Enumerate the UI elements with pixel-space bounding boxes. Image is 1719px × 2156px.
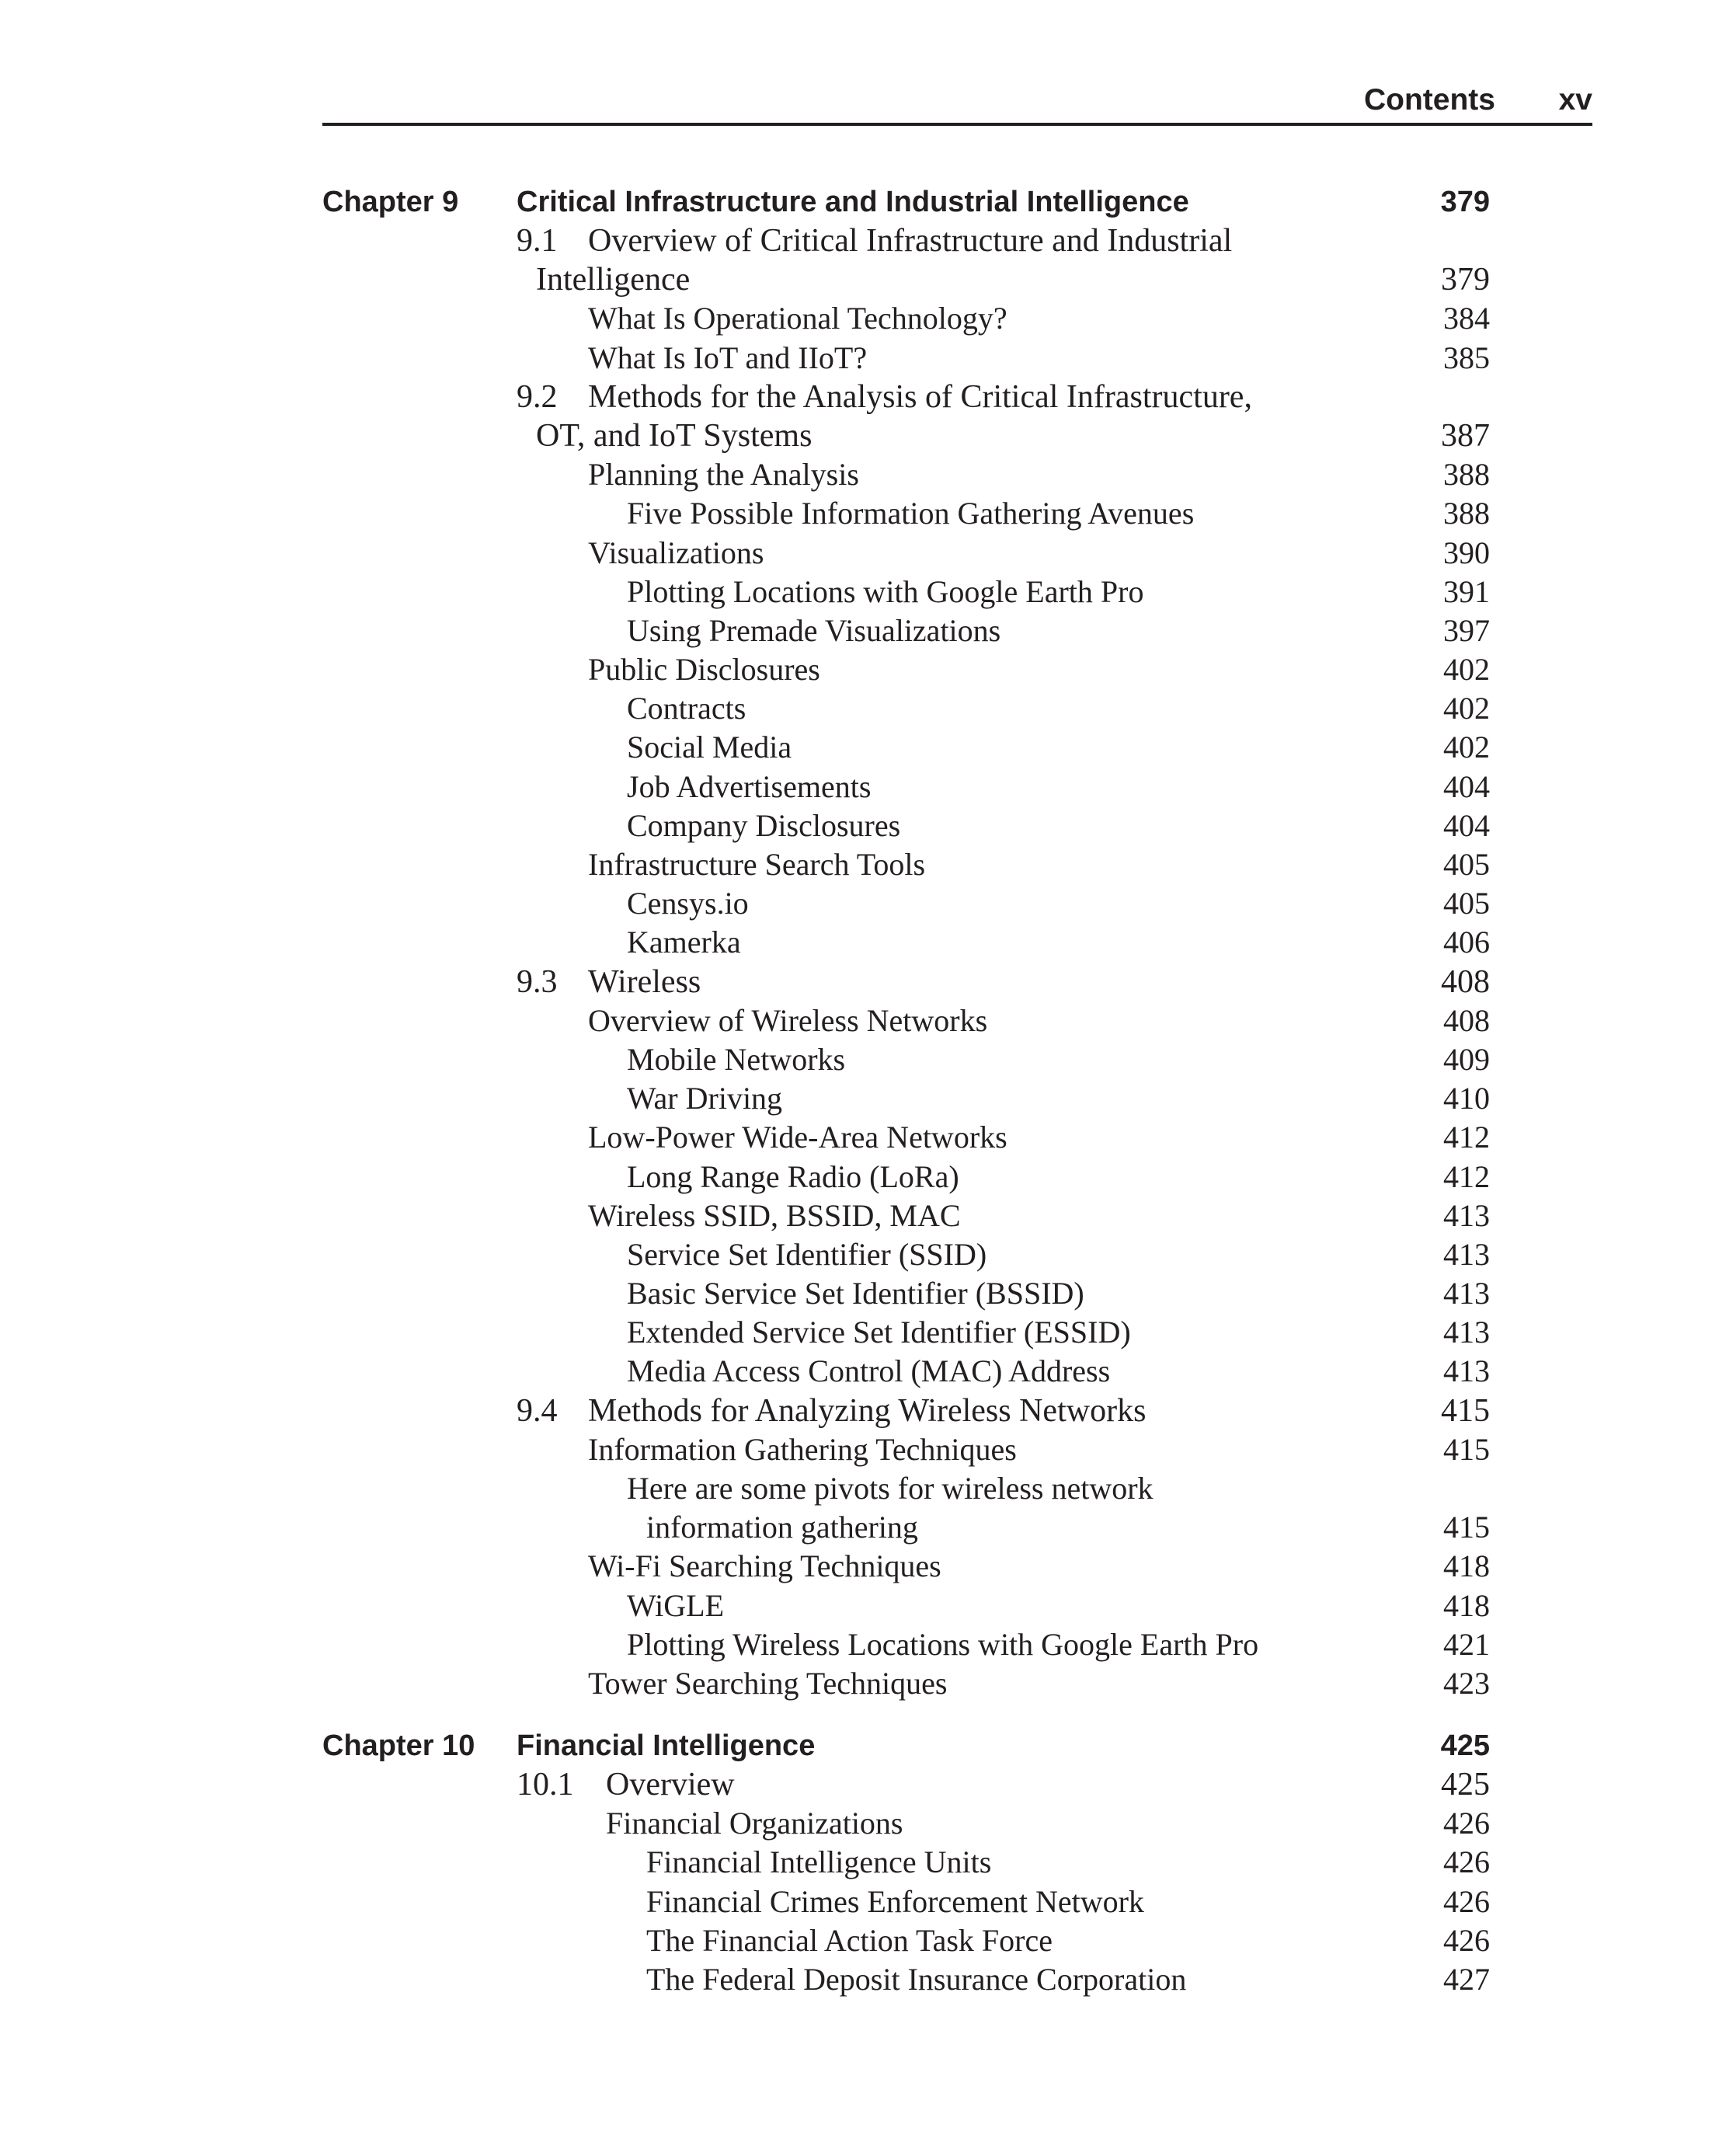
toc-entry-section[interactable] xyxy=(0,1765,1719,1804)
entry-title: Contracts xyxy=(627,691,746,726)
entry-page: 415 xyxy=(1443,1510,1490,1545)
entry-page: 388 xyxy=(1443,457,1490,493)
toc-entry-subsubsection-cont[interactable] xyxy=(0,1508,1719,1547)
entry-page: 390 xyxy=(1443,535,1490,570)
toc-entry-section[interactable] xyxy=(0,1391,1719,1430)
section-number: 9.4 xyxy=(517,1392,558,1429)
toc-entry-subsubsection[interactable] xyxy=(0,1158,1719,1196)
toc-entry-subsubsection[interactable] xyxy=(0,884,1719,923)
toc-entry-subsection[interactable] xyxy=(0,455,1719,494)
toc-entry-subsection[interactable] xyxy=(0,1664,1719,1703)
entry-title: Financial Crimes Enforcement Network xyxy=(646,1883,1144,1919)
entry-page: 418 xyxy=(1443,1548,1490,1584)
toc-entry-subsection[interactable] xyxy=(0,339,1719,378)
entry-title: Extended Service Set Identifier (ESSID) xyxy=(627,1315,1131,1350)
entry-title: Low-Power Wide-Area Networks xyxy=(588,1120,1007,1155)
toc-entry-subsubsection[interactable] xyxy=(0,1883,1719,1921)
section-number: 9.1 xyxy=(517,223,558,259)
entry-title: Here are some pivots for wireless network xyxy=(627,1471,1154,1506)
toc-entry-subsection[interactable] xyxy=(0,1118,1719,1157)
toc-entry-subsubsection[interactable] xyxy=(0,1469,1719,1508)
entry-title: Wi-Fi Searching Techniques xyxy=(588,1548,941,1584)
entry-page: 397 xyxy=(1443,612,1490,648)
entry-title: Censys.io xyxy=(627,886,749,921)
toc-entry-subsubsection[interactable] xyxy=(0,573,1719,611)
toc-entry-section[interactable] xyxy=(0,221,1719,260)
section-number: 10.1 xyxy=(517,1767,574,1802)
toc-entry-subsubsection[interactable] xyxy=(0,611,1719,650)
entry-page: 413 xyxy=(1443,1276,1490,1311)
chapter-label: Chapter 9 xyxy=(322,186,459,218)
entry-page: 413 xyxy=(1443,1236,1490,1272)
toc-entry-subsubsection[interactable] xyxy=(0,923,1719,962)
entry-title: Long Range Radio (LoRa) xyxy=(627,1158,959,1194)
entry-page: 408 xyxy=(1441,963,1490,1000)
entry-title: Infrastructure Search Tools xyxy=(588,847,926,882)
entry-page: 413 xyxy=(1443,1353,1490,1389)
entry-page: 405 xyxy=(1443,886,1490,921)
toc-entry-subsubsection[interactable] xyxy=(0,1587,1719,1625)
entry-title: Social Media xyxy=(627,730,792,765)
entry-title: Overview of Wireless Networks xyxy=(588,1002,988,1038)
entry-title: Information Gathering Techniques xyxy=(588,1431,1017,1467)
entry-title: Using Premade Visualizations xyxy=(627,612,1001,648)
entry-page: 405 xyxy=(1443,847,1490,882)
entry-page: 426 xyxy=(1443,1883,1490,1919)
toc-entry-subsubsection[interactable] xyxy=(0,689,1719,728)
toc-entry-section-cont[interactable] xyxy=(0,416,1719,455)
page-number: xv xyxy=(1558,83,1592,117)
section-number: 9.3 xyxy=(517,963,558,1000)
toc-entry-section-cont[interactable] xyxy=(0,260,1719,299)
entry-title: WiGLE xyxy=(627,1587,725,1623)
entry-title: The Federal Deposit Insurance Corporation xyxy=(646,1961,1187,1997)
toc-entry-subsubsection[interactable] xyxy=(0,1960,1719,1999)
toc-entry-subsection[interactable] xyxy=(0,299,1719,338)
entry-title: Planning the Analysis xyxy=(588,457,859,493)
toc-entry-subsection[interactable] xyxy=(0,845,1719,884)
entry-page: 402 xyxy=(1443,730,1490,765)
entry-page: 402 xyxy=(1443,652,1490,688)
entry-title: Media Access Control (MAC) Address xyxy=(627,1353,1111,1389)
chapter-page: 425 xyxy=(1440,1729,1490,1762)
toc-entry-subsection[interactable] xyxy=(0,1196,1719,1235)
entry-page: 421 xyxy=(1443,1626,1490,1662)
entry-title: OT, and IoT Systems xyxy=(536,417,813,454)
entry-title: Plotting Wireless Locations with Google Earth Pro xyxy=(627,1626,1259,1662)
entry-page: 404 xyxy=(1443,768,1490,804)
entry-title: Tower Searching Techniques xyxy=(588,1665,948,1701)
entry-page: 385 xyxy=(1443,340,1490,375)
entry-title: Methods for Analyzing Wireless Networks xyxy=(588,1392,1147,1429)
entry-title: Company Disclosures xyxy=(627,807,901,843)
toc-entry-subsubsection[interactable] xyxy=(0,768,1719,806)
toc-entry-section[interactable] xyxy=(0,963,1719,1001)
chapter-10-entries xyxy=(0,1765,1719,1999)
entry-title: Service Set Identifier (SSID) xyxy=(627,1236,987,1272)
entry-page: 413 xyxy=(1443,1315,1490,1350)
entry-page: 426 xyxy=(1443,1844,1490,1880)
running-head xyxy=(322,78,1592,126)
entry-title: Overview of Critical Infrastructure and Industrial xyxy=(588,223,1233,259)
toc-entry-section[interactable] xyxy=(0,378,1719,416)
entry-page: 409 xyxy=(1443,1041,1490,1077)
entry-page: 412 xyxy=(1443,1120,1490,1155)
entry-title: Intelligence xyxy=(536,262,691,298)
toc-entry-subsubsection[interactable] xyxy=(0,1843,1719,1882)
entry-page: 415 xyxy=(1443,1431,1490,1467)
entry-page: 413 xyxy=(1443,1197,1490,1233)
entry-page: 418 xyxy=(1443,1587,1490,1623)
entry-page: 426 xyxy=(1443,1922,1490,1958)
entry-title: The Financial Action Task Force xyxy=(646,1922,1053,1958)
entry-page: 406 xyxy=(1443,925,1490,960)
entry-page: 379 xyxy=(1441,262,1490,298)
entry-page: 412 xyxy=(1443,1158,1490,1194)
entry-page: 402 xyxy=(1443,691,1490,726)
chapter-9-entries xyxy=(0,221,1719,1703)
toc-entry-subsubsection[interactable] xyxy=(0,494,1719,533)
entry-page: 425 xyxy=(1441,1767,1490,1802)
entry-title: What Is IoT and IIoT? xyxy=(588,340,868,375)
entry-title: Financial Organizations xyxy=(606,1806,903,1841)
toc-entry-subsection[interactable] xyxy=(0,1001,1719,1040)
entry-title: Methods for the Analysis of Critical Infrastructure, xyxy=(588,378,1252,415)
entry-title: Job Advertisements xyxy=(627,768,872,804)
toc-entry-subsubsection[interactable] xyxy=(0,1313,1719,1352)
running-head-title: Contents xyxy=(1364,83,1495,117)
entry-title: What Is Operational Technology? xyxy=(588,301,1007,336)
entry-page: 427 xyxy=(1443,1961,1490,1997)
entry-page: 415 xyxy=(1441,1392,1490,1429)
chapter-label: Chapter 10 xyxy=(322,1729,475,1762)
entry-page: 391 xyxy=(1443,573,1490,609)
toc-entry-subsubsection[interactable] xyxy=(0,1625,1719,1664)
toc-entry-subsection[interactable] xyxy=(0,1547,1719,1586)
toc-entry-subsection[interactable] xyxy=(0,534,1719,573)
entry-page: 404 xyxy=(1443,807,1490,843)
toc-entry-subsubsection[interactable] xyxy=(0,1274,1719,1313)
toc-entry-subsubsection[interactable] xyxy=(0,1040,1719,1079)
toc-entry-subsection[interactable] xyxy=(0,650,1719,689)
entry-title: Mobile Networks xyxy=(627,1041,846,1077)
entry-title: Kamerka xyxy=(627,925,741,960)
toc-entry-subsubsection[interactable] xyxy=(0,1921,1719,1960)
toc-entry-subsection[interactable] xyxy=(0,1804,1719,1843)
entry-title: War Driving xyxy=(627,1081,783,1116)
toc-entry-subsubsection[interactable] xyxy=(0,1235,1719,1274)
entry-title: Five Possible Information Gathering Avenues xyxy=(627,496,1195,531)
entry-page: 423 xyxy=(1443,1665,1490,1701)
entry-page: 384 xyxy=(1443,301,1490,336)
toc-entry-subsubsection[interactable] xyxy=(0,806,1719,845)
entry-page: 387 xyxy=(1441,417,1490,454)
entry-title: Overview xyxy=(606,1767,735,1802)
toc-entry-subsubsection[interactable] xyxy=(0,1352,1719,1391)
entry-page: 408 xyxy=(1443,1002,1490,1038)
chapter-page: 379 xyxy=(1440,186,1490,218)
entry-title: Wireless xyxy=(588,963,701,1000)
entry-title: Financial Intelligence Units xyxy=(646,1844,992,1880)
entry-title: Wireless SSID, BSSID, MAC xyxy=(588,1197,961,1233)
entry-page: 426 xyxy=(1443,1806,1490,1841)
toc-entry-subsection[interactable] xyxy=(0,1430,1719,1469)
toc-entry-subsubsection[interactable] xyxy=(0,1079,1719,1118)
section-number: 9.2 xyxy=(517,378,558,415)
entry-page: 388 xyxy=(1443,496,1490,531)
toc-entry-subsubsection[interactable] xyxy=(0,728,1719,767)
entry-title: information gathering xyxy=(646,1510,918,1545)
entry-title: Public Disclosures xyxy=(588,652,820,688)
chapter-title[interactable]: Critical Infrastructure and Industrial Intelligence xyxy=(517,186,1189,218)
chapter-title[interactable]: Financial Intelligence xyxy=(517,1729,816,1762)
entry-title: Plotting Locations with Google Earth Pro xyxy=(627,573,1144,609)
entry-title: Basic Service Set Identifier (BSSID) xyxy=(627,1276,1084,1311)
entry-page: 410 xyxy=(1443,1081,1490,1116)
entry-title: Visualizations xyxy=(588,535,764,570)
